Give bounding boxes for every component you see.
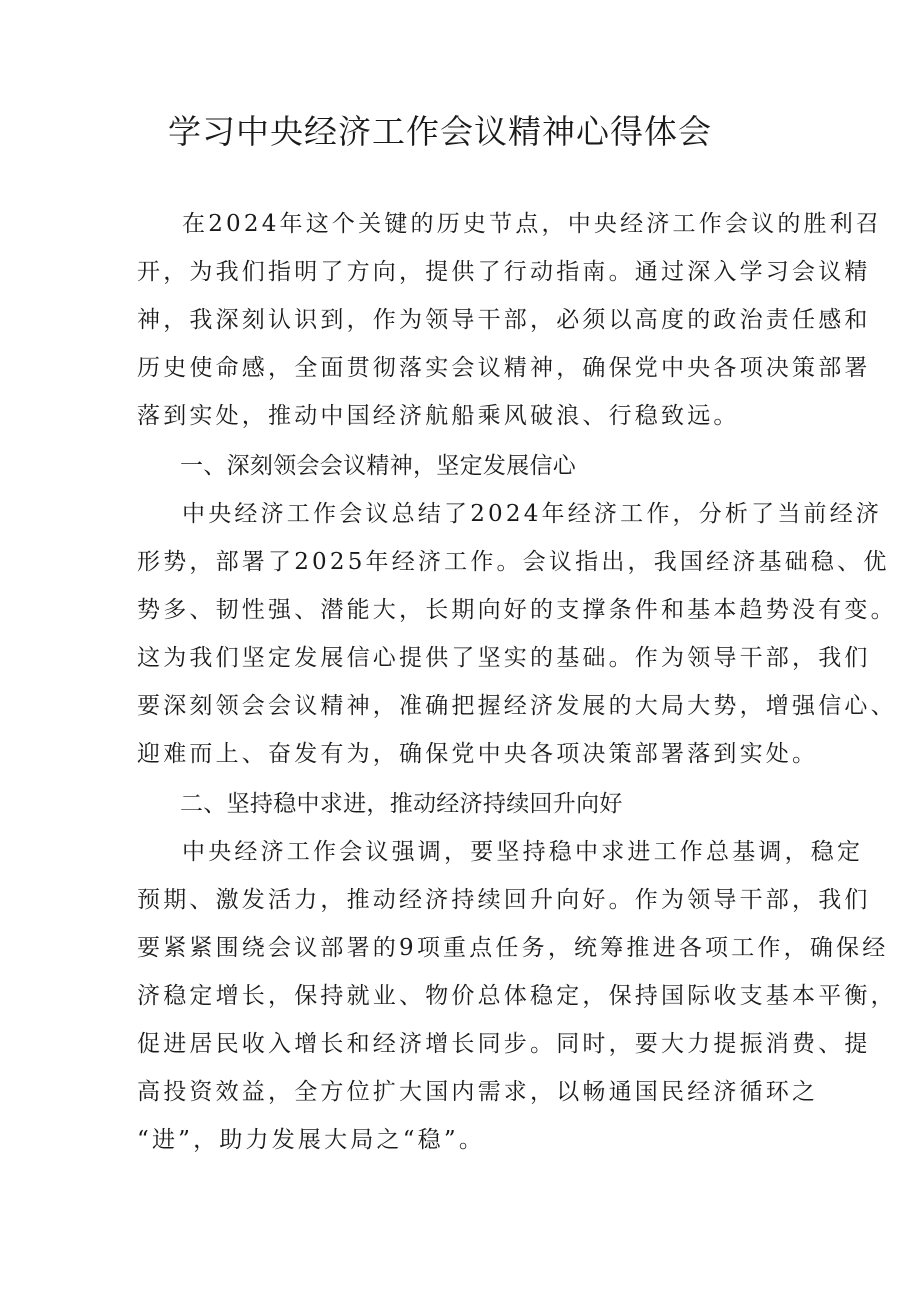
- paragraph-line: 中央经济工作会议强调，要坚持稳中求进工作总基调，稳定: [182, 839, 864, 865]
- paragraph-line: 中央经济工作会议总结了2024年经济工作，分析了当前经济: [182, 501, 883, 527]
- paragraph-line: “进”，助力发展大局之“稳”。: [137, 1127, 486, 1153]
- document-title: 学习中央经济工作会议精神心得体会: [168, 112, 712, 151]
- paragraph-line: 历史使命感，全面贯彻落实会议精神，确保党中央各项决策部署: [137, 355, 871, 381]
- paragraph-line: 形势，部署了2025年经济工作。会议指出，我国经济基础稳、优: [137, 549, 890, 575]
- paragraph-line: 要深刻领会会议精神，准确把握经济发展的大局大势，增强信心、: [137, 693, 897, 719]
- paragraph-line: 这为我们坚定发展信心提供了坚实的基础。作为领导干部，我们: [137, 645, 871, 671]
- paragraph-line: 济稳定增长，保持就业、物价总体稳定，保持国际收支基本平衡，: [137, 983, 897, 1009]
- paragraph-line: 要紧紧围绕会议部署的9项重点任务，统筹推进各项工作，确保经: [137, 935, 889, 961]
- paragraph-line: 势多、韧性强、潜能大，长期向好的支撑条件和基本趋势没有变。: [137, 597, 897, 623]
- paragraph-line: 高投资效益，全方位扩大国内需求，以畅通国民经济循环之: [137, 1079, 819, 1105]
- section-heading-1: 一、深刻领会会议精神，坚定发展信心: [180, 453, 577, 479]
- paragraph-line: 在2024年这个关键的历史节点，中央经济工作会议的胜利召: [182, 211, 883, 237]
- paragraph-line: 预期、激发活力，推动经济持续回升向好。作为领导干部，我们: [137, 887, 871, 913]
- paragraph-line: 开，为我们指明了方向，提供了行动指南。通过深入学习会议精: [137, 259, 871, 285]
- paragraph-line: 神，我深刻认识到，作为领导干部，必须以高度的政治责任感和: [137, 307, 871, 333]
- section-heading-2: 二、坚持稳中求进，推动经济持续回升向好: [180, 791, 623, 817]
- paragraph-line: 落到实处，推动中国经济航船乘风破浪、行稳致远。: [137, 403, 740, 429]
- paragraph-line: 促进居民收入增长和经济增长同步。同时，要大力提振消费、提: [137, 1031, 871, 1057]
- paragraph-line: 迎难而上、奋发有为，确保党中央各项决策部署落到实处。: [137, 741, 819, 767]
